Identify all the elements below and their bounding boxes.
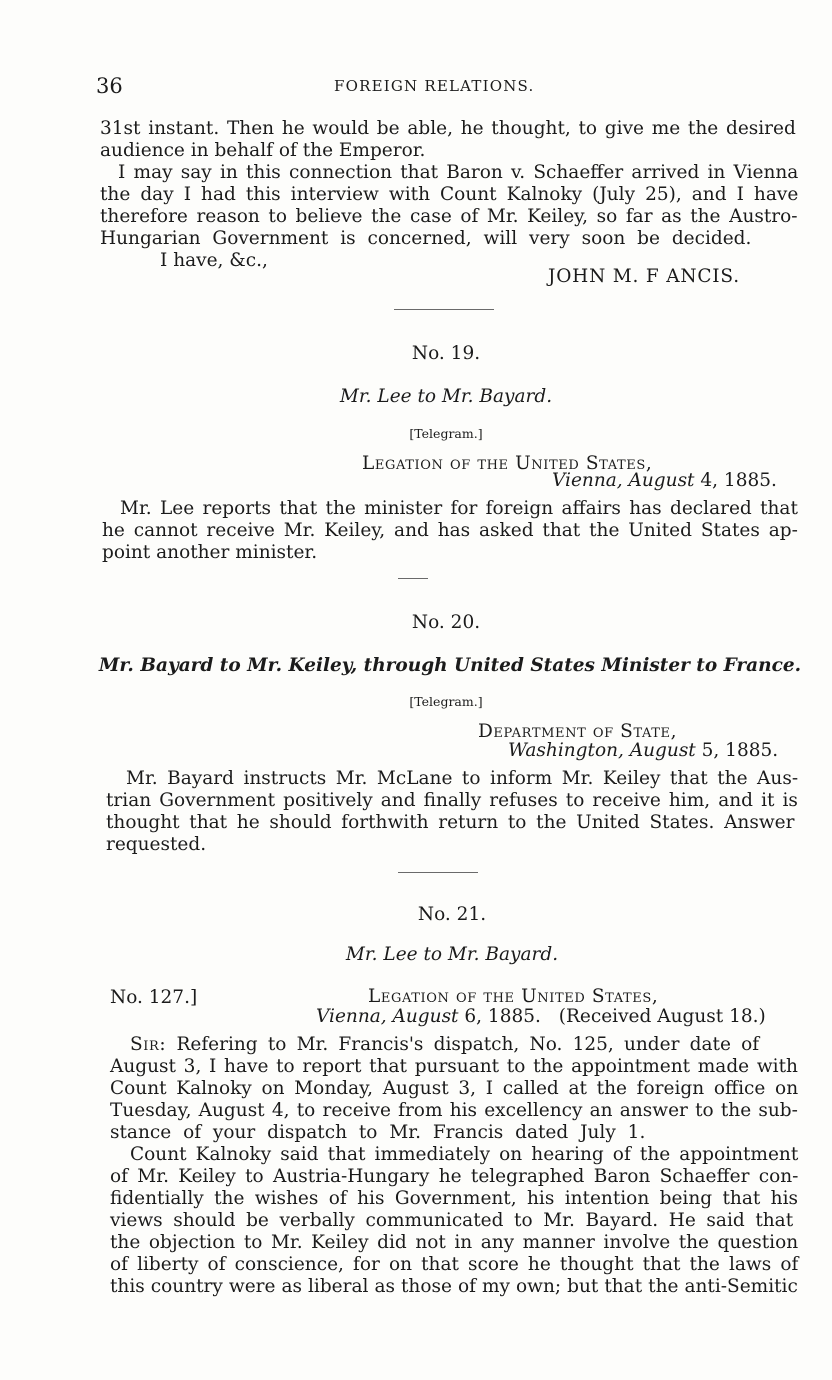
place-line: Department of State,	[478, 721, 678, 742]
date-month: August	[628, 470, 695, 491]
document-title: Mr. Bayard to Mr. Keiley, through United States Minister to France.	[98, 655, 802, 676]
date-line	[316, 1006, 766, 1028]
date-city: Vienna,	[316, 1006, 387, 1027]
body-line: fidentially the wishes of his Government, his intention being that his	[110, 1188, 798, 1209]
section-divider	[398, 872, 478, 873]
body-line: point another minister.	[102, 542, 318, 563]
date-rest: 6, 1885.	[464, 1006, 541, 1027]
body-line: Count Kalnoky said that immediately on hearing of the appointment	[130, 1144, 799, 1165]
body-line: Hungarian Government is concerned, will very soon be decided.	[100, 228, 752, 249]
body-line: of Mr. Keiley to Austria-Hungary he telegraphed Baron Schaeffer con-	[110, 1166, 799, 1187]
body-line-first	[130, 1034, 759, 1056]
document-number: No. 20.	[411, 612, 481, 633]
body-line: trian Government positively and finally refuses to receive him, and it is	[106, 790, 798, 811]
body-line: he cannot receive Mr. Keiley, and has asked that the United States ap-	[102, 520, 798, 541]
place-line: Legation of the United States,	[362, 453, 653, 474]
date-rest: 5, 1885.	[701, 740, 779, 761]
document-title: Mr. Lee to Mr. Bayard.	[339, 386, 553, 407]
date-month: August	[392, 1006, 459, 1027]
received-note: (Received August 18.)	[558, 1006, 766, 1027]
running-title: FOREIGN RELATIONS.	[334, 77, 535, 95]
salutation: Sir:	[130, 1034, 167, 1055]
document-title: Mr. Lee to Mr. Bayard.	[345, 944, 559, 965]
dispatch-number: No. 127.]	[110, 987, 198, 1008]
document-type: [Telegram.]	[409, 426, 483, 441]
section-divider	[394, 309, 494, 310]
body-line: Tuesday, August 4, to receive from his excellency an answer to the sub-	[110, 1100, 798, 1121]
page-number: 36	[96, 74, 123, 98]
body-line: stance of your dispatch to Mr. Francis dated July 1.	[110, 1122, 646, 1143]
date-city: Vienna,	[552, 470, 623, 491]
date-line	[508, 740, 778, 762]
closing: I have, &c.,	[160, 250, 268, 271]
body-line: August 3, I have to report that pursuant to the appointment made with	[110, 1056, 798, 1077]
body-line: audience in behalf of the Emperor.	[100, 140, 426, 161]
body-line: views should be verbally communicated to Mr. Bayard. He said that	[110, 1210, 794, 1231]
body-line: this country were as liberal as those of my own; but that the anti-Semitic	[110, 1276, 798, 1297]
place-line: Legation of the United States,	[368, 986, 659, 1007]
date-month: August	[629, 740, 696, 761]
body-line: Count Kalnoky on Monday, August 3, I called at the foreign office on	[110, 1078, 799, 1099]
date-rest: 4, 1885.	[700, 470, 777, 491]
body-text: Refering to Mr. Francis's dispatch, No. 125, under date of	[176, 1034, 760, 1055]
body-line: Mr. Lee reports that the minister for foreign affairs has declared that	[120, 498, 798, 519]
signature: JOHN M. F ANCIS.	[548, 266, 740, 287]
body-line: the day I had this interview with Count Kalnoky (July 25), and I have	[100, 184, 799, 205]
date-city: Washington,	[508, 740, 624, 761]
body-line: 31st instant. Then he would be able, he thought, to give me the desired	[100, 118, 796, 139]
body-line: Mr. Bayard instructs Mr. McLane to inform Mr. Keiley that the Aus-	[126, 768, 799, 789]
document-number: No. 21.	[417, 904, 487, 925]
date-line	[552, 470, 777, 492]
body-line: thought that he should forthwith return to the United States. Answer	[106, 812, 795, 833]
document-type: [Telegram.]	[409, 694, 483, 709]
body-line: requested.	[106, 834, 207, 855]
document-number: No. 19.	[411, 343, 481, 364]
section-divider	[398, 578, 428, 579]
body-line: therefore reason to believe the case of Mr. Keiley, so far as the Austro-	[100, 206, 798, 227]
body-line: of liberty of conscience, for on that score he thought that the laws of	[110, 1254, 799, 1275]
body-line: the objection to Mr. Keiley did not in any manner involve the question	[110, 1232, 799, 1253]
body-line: I may say in this connection that Baron v. Schaeffer arrived in Vienna	[118, 162, 799, 183]
